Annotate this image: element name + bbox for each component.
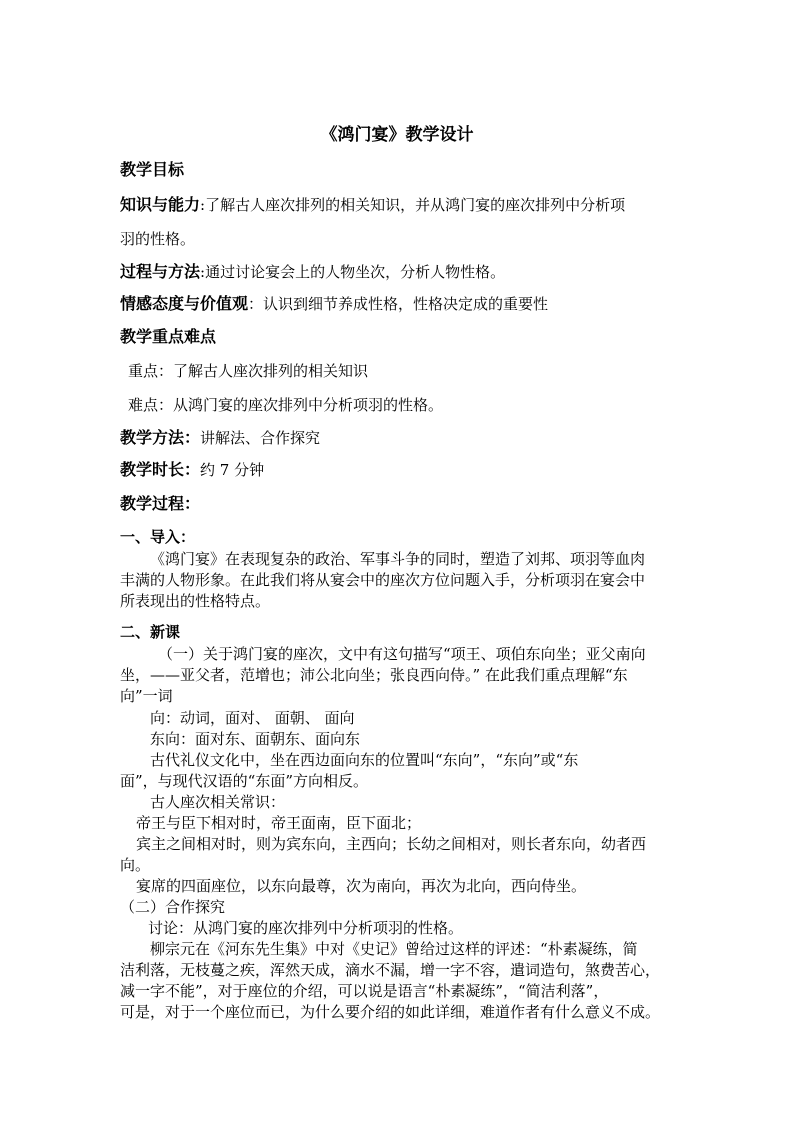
- etiquette-line: 古代礼仪文化中，坐在西边面向东的位置叫“东向”，“东向”或“东: [150, 751, 579, 769]
- seating-rule-guest-host: 宾主之间相对时，则为宾东向，主西向；长幼之间相对，则长者东向，幼者西: [136, 835, 647, 853]
- seating-knowledge-heading: 古人座次相关常识：: [150, 793, 286, 811]
- etiquette-line: 面”，与现代汉语的“东面”方向相反。: [120, 772, 369, 790]
- xiang-definition: 向：动词，面对、 面朝、 面向: [150, 709, 355, 727]
- teaching-duration-label: 教学时长：: [120, 460, 201, 479]
- emotion-values-line: [120, 294, 548, 314]
- teaching-duration-line: [120, 460, 264, 480]
- part1-line: （一）关于鸿门宴的座次，文中有这句描写“项王、项伯东向坐；亚父南向: [158, 645, 646, 663]
- teaching-method-text: 讲解法、合作探究: [200, 429, 321, 447]
- objectives-heading: 教学目标: [120, 160, 185, 179]
- process-method-line: [120, 262, 505, 282]
- discussion-line: 讨论：从鸿门宴的座次排列中分析项羽的性格。: [148, 919, 464, 937]
- seating-rule-emperor: 帝王与臣下相对时，帝王面南，臣下面北；: [136, 814, 422, 832]
- quote-line: 减一字不能”，对于座位的介绍，可以说是语言“朴素凝练”，“简洁利落”，: [120, 982, 609, 1000]
- knowledge-ability-label: 知识与能力: [120, 195, 201, 214]
- part1-line: 向”一词: [120, 687, 173, 705]
- seating-rule-banquet: 宴席的四面座位，以东向最尊，次为南向，再次为北向，西向侍坐。: [136, 877, 587, 895]
- knowledge-ability-line: [120, 195, 625, 215]
- quote-line: 柳宗元在《河东先生集》中对《史记》曾给过这样的评述：“朴素凝练，简: [150, 940, 638, 958]
- knowledge-ability-continuation: 羽的性格。: [120, 230, 196, 248]
- seating-rule-guest-host-cont: 向。: [120, 856, 151, 874]
- part2-heading: （二）合作探究: [120, 898, 226, 916]
- process-method-label: 过程与方法: [120, 262, 201, 281]
- teaching-method-line: [120, 428, 320, 448]
- process-method-text: :通过讨论宴会上的人物坐次，分析人物性格。: [200, 263, 506, 281]
- intro-line: 《鸿门宴》在表现复杂的政治、军事斗争的同时，塑造了刘邦、项羽等血肉: [150, 550, 646, 568]
- document-title: 《鸿门宴》教学设计: [320, 125, 474, 145]
- teaching-duration-text: 约 7 分钟: [200, 461, 265, 479]
- emotion-values-label: 情感态度与价值观: [120, 294, 249, 313]
- part1-line: 坐，——亚父者，范增也；沛公北向坐；张良西向侍。” 在此我们重点理解“东: [120, 666, 628, 684]
- intro-line: 所表现出的性格特点。: [120, 592, 271, 610]
- intro-heading: 一、导入：: [120, 528, 196, 546]
- knowledge-ability-text: :了解古人座次排列的相关知识，并从鸿门宴的座次排列中分析项: [200, 196, 626, 214]
- teaching-process-heading: 教学过程：: [120, 494, 201, 513]
- key-points-heading: 教学重点难点: [120, 327, 217, 346]
- intro-line: 丰满的人物形象。在此我们将从宴会中的座次方位问题入手，分析项羽在宴会中: [120, 571, 646, 589]
- new-lesson-heading: 二、新课: [120, 623, 181, 641]
- quote-line: 洁利落，无枝蔓之疾，浑然天成，滴水不漏，增一字不容，遣词造句，煞费苦心，: [120, 961, 661, 979]
- key-point-focus: 重点：了解古人座次排列的相关知识: [128, 362, 369, 380]
- emotion-values-text: ：认识到细节养成性格，性格决定成的重要性: [248, 295, 549, 313]
- teaching-method-label: 教学方法：: [120, 428, 201, 447]
- dongxiang-definition: 东向：面对东、面朝东、面向东: [150, 730, 361, 748]
- key-point-difficulty: 难点：从鸿门宴的座次排列中分析项羽的性格。: [128, 396, 444, 414]
- quote-line: 可是，对于一个座位而已，为什么要介绍的如此详细，难道作者有什么意义不成。: [120, 1003, 661, 1021]
